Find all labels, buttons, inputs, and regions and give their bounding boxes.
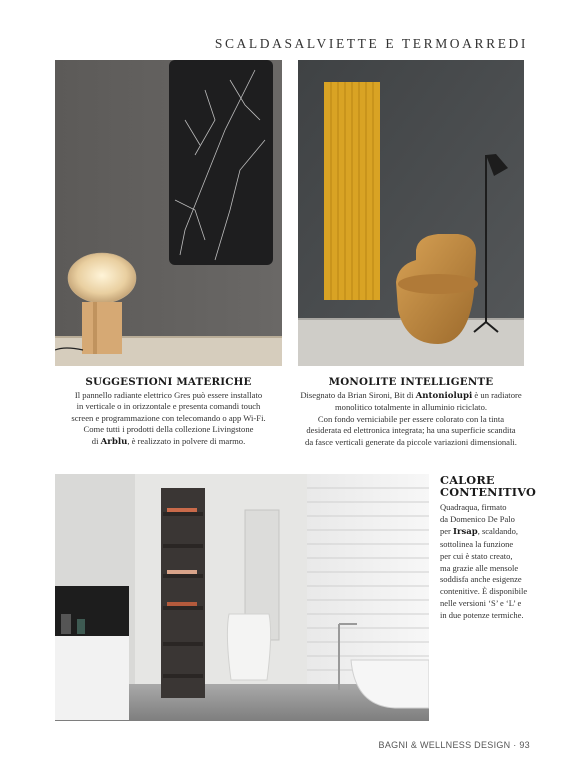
section-title: SCALDASALVIETTE E TERMOARREDI <box>214 36 528 51</box>
bit-radiator-illustration <box>298 60 524 366</box>
caption-quadraqua-suffix: , scaldando, <box>477 525 519 536</box>
caption-quadraqua-title-line-2: CONTENITIVO <box>440 485 537 499</box>
caption-quadraqua-line-10: in due potenze termiche. <box>440 610 524 621</box>
photo-bit-radiator <box>298 60 524 366</box>
caption-quadraqua-line-8: contenitive. È disponibile <box>440 586 528 597</box>
caption-bit <box>298 376 524 448</box>
caption-quadraqua <box>440 474 540 622</box>
gres-radiator-illustration <box>55 60 282 366</box>
caption-quadraqua-line-4: sottolinea la funzione <box>440 538 514 549</box>
caption-gres-line-5 <box>55 436 282 448</box>
quadraqua-illustration <box>55 474 429 721</box>
page-footer: BAGNI & WELLNESS DESIGN · 93 <box>378 740 530 750</box>
caption-quadraqua-line-5: per cui è stato creato, <box>440 550 513 561</box>
caption-bit-suffix: è un radiatore <box>472 390 522 400</box>
caption-quadraqua-line-6: ma grazie alle mensole <box>440 562 519 573</box>
caption-gres-line-3: screen e programmazione con telecomando o app Wi-Fi. <box>71 412 266 423</box>
caption-bit-prefix: Disegnato da Brian Sironi, Bit di <box>300 390 416 400</box>
caption-gres-title: SUGGESTIONI MATERICHE <box>85 376 252 388</box>
caption-quadraqua-line-7: soddisfa anche esigenze <box>440 574 522 585</box>
caption-quadraqua-line-3 <box>440 526 540 539</box>
caption-quadraqua-prefix: per <box>440 525 453 536</box>
caption-bit-line-2: monolitico totalmente in alluminio riciclato. <box>334 402 488 413</box>
caption-bit-line-1 <box>298 390 524 402</box>
caption-gres-line-4: Come tutti i prodotti della collezione Livingstone <box>83 424 254 435</box>
caption-gres-prefix: di <box>91 435 101 446</box>
caption-gres <box>55 376 282 448</box>
caption-quadraqua-line-1: Quadraqua, firmato <box>440 502 507 512</box>
brand-antoniolupi: Antoniolupi <box>415 391 473 401</box>
caption-gres-suffix: , è realizzato in polvere di marmo. <box>127 435 246 446</box>
caption-gres-line-1: Il pannello radiante elettrico Gres può essere installato <box>74 390 263 400</box>
photo-gres-radiator <box>55 60 282 366</box>
caption-quadraqua-title <box>440 474 540 498</box>
caption-gres-line-2: in verticale o in orizzontale e presenta comandi touch <box>76 401 261 412</box>
brand-arblu: Arblu <box>100 436 128 447</box>
caption-quadraqua-line-9: nelle versioni ‘S’ e ‘L’ e <box>440 598 522 609</box>
photo-quadraqua-bathroom <box>55 474 429 721</box>
caption-bit-line-5: da fasce verticali generate da piccole variazioni dimensionali. <box>305 436 517 447</box>
brand-irsap: Irsap <box>452 526 478 537</box>
caption-bit-line-3: Con fondo verniciabile per essere colorato con la tinta <box>317 413 505 424</box>
caption-bit-line-4: desiderata ed elettronica integrata; ha una superficie scandita <box>306 425 516 436</box>
caption-quadraqua-line-2: da Domenico De Palo <box>440 513 515 524</box>
caption-quadraqua-title-line-1: CALORE <box>440 473 495 487</box>
caption-bit-title: MONOLITE INTELLIGENTE <box>328 376 494 388</box>
